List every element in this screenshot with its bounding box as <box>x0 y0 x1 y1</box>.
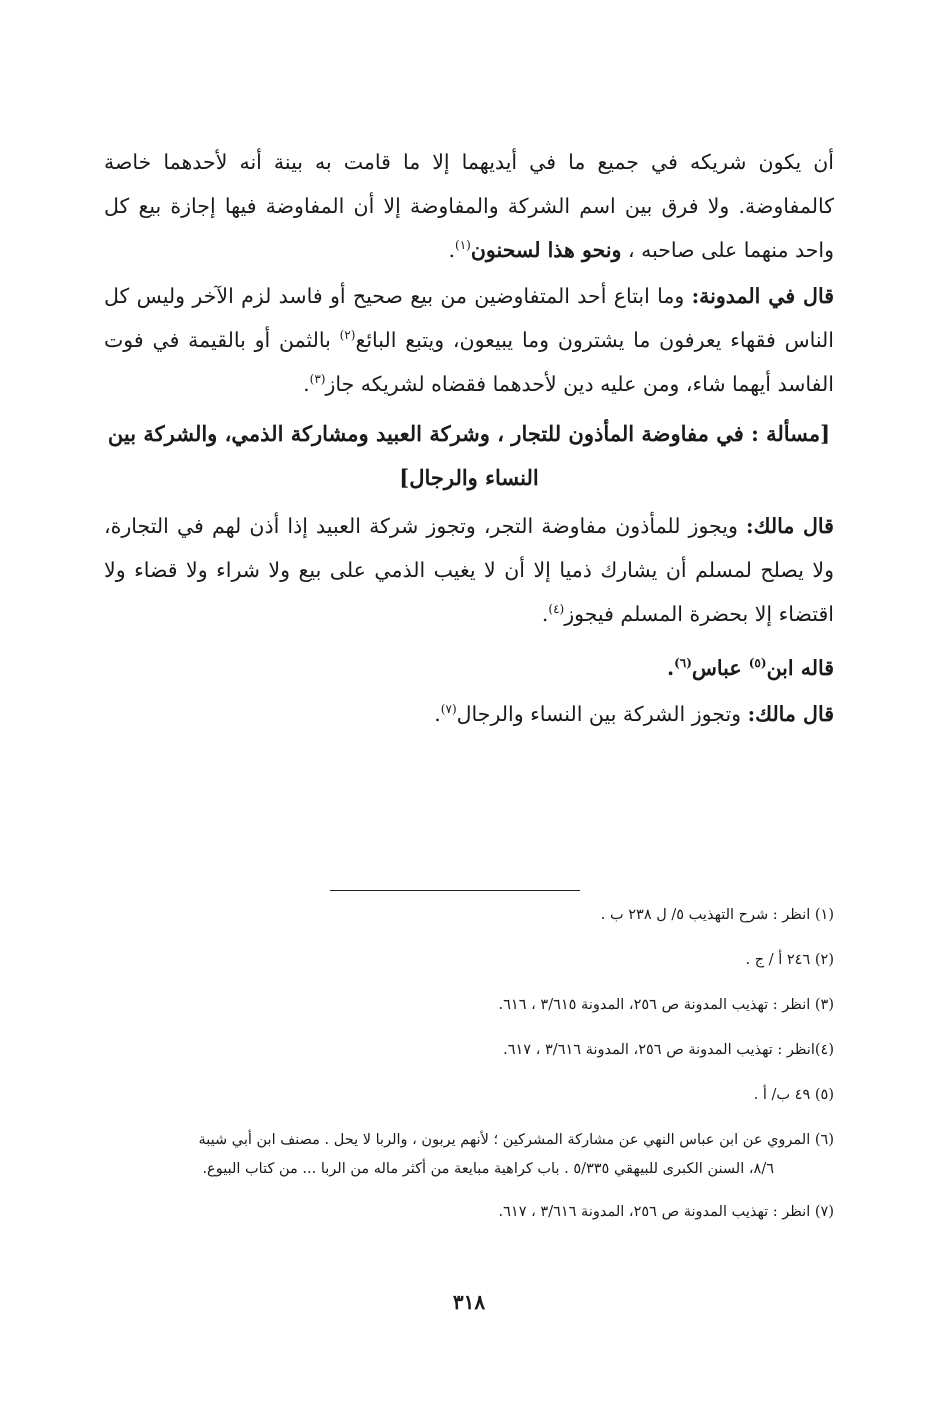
paragraph-2: قال في المدونة: وما ابتاع أحد المتفاوضين من بيع صحيح أو فاسد لزم الآخر وليس كل الناس فقهاء يعرفون ما يشترون وما يبيعون، ويتبع البائع$^{(٢)}$ بالثمن أو بالقيمة في فوت الفاسد أيهما شاء، ومن عليه دين لأحدهما فقضاه لشريكه جاز$^{(٣)}$. <box>104 284 835 396</box>
footnote-ref-3: (٣) <box>309 372 326 387</box>
footnote-7: (٧) انظر : تهذيب المدونة ص ٢٥٦، المدونة ٣/٦١٦ ، ٦١٧. <box>498 1204 834 1220</box>
paragraph-5: قال مالك: وتجوز الشركة بين النساء والرجال$^{(٧)}$. <box>434 702 834 726</box>
footnote-ref-7: (٧) <box>440 702 457 717</box>
paragraph-4-text-a: قاله ابن <box>766 656 834 680</box>
footnote-2: (٢) ٢٤٦ أ / ج . <box>745 952 834 968</box>
footnote-divider <box>330 890 580 891</box>
footnote-5: (٥) ٤٩ ب/ أ . <box>753 1087 834 1103</box>
main-text <box>104 140 834 738</box>
footnote-6-continuation: ٨/٦، السنن الكبرى للبيهقي ٥/٣٣٥ . باب كراهية مبايعة من أكثر ماله من الربا ... من كتاب البيوع. <box>202 1161 774 1177</box>
section-heading: [مسألة : في مفاوضة المأذون للتجار ، وشركة العبيد ومشاركة الذمي، والشركة بين النساء والرجال] <box>107 421 831 490</box>
paragraph-1-bold-tail: ونحو هذا لسحنون <box>470 238 622 262</box>
footnote-ref-1: (١) <box>455 238 471 253</box>
paragraph-3: قال مالك: ويجوز للمأذون مفاوضة التجر، وتجوز شركة العبيد إذا أذن لهم في التجارة، ولا يصلح لمسلم أن يشارك ذميا إلا أن لا يغيب الذمي على بيع ولا شراء ولا قضاء ولا اقتضاء إلا بحضرة المسلم فيجوز$^{(٤)}$. <box>104 514 834 626</box>
page-number: ٣١٨ <box>452 1290 486 1314</box>
paragraph-5-lead: قال مالك: <box>747 702 834 726</box>
footnote-3: (٣) انظر : تهذيب المدونة ص ٢٥٦، المدونة ٣/٦١٥ ، ٦١٦. <box>498 997 834 1013</box>
footnote-ref-2: (٢) <box>339 328 356 343</box>
footnote-1: (١) انظر : شرح التهذيب ٥/ ل ٢٣٨ ب . <box>600 907 834 923</box>
footnote-6: (٦) المروي عن ابن عباس النهي عن مشاركة المشركين ؛ لأنهم يربون ، والربا لا يحل . مصنف ابن أبي شيبة <box>198 1132 834 1148</box>
paragraph-3-lead: قال مالك: <box>746 514 834 538</box>
footnote-ref-4: (٤) <box>548 602 565 617</box>
paragraph-4-text-b: عباس <box>691 656 749 680</box>
paragraph-1: أن يكون شريكه في جميع ما في أيديهما إلا ما قامت به بينة أنه لأحدهما خاصة كالمفاوضة. ولا فرق بين اسم الشركة والمفاوضة إلا أن المفاوضة فيها إجازة بيع كل واحد منهما على صاحبه ، ونحو هذا لسحنون$^{(١)}$. <box>104 150 834 262</box>
paragraph-3-text: ويجوز للمأذون مفاوضة التجر، وتجوز شركة العبيد إذا أذن لهم في التجارة، ولا يصلح لمسلم أن يشارك ذميا إلا أن لا يغيب الذمي على بيع ولا شراء ولا قضاء ولا اقتضاء إلا بحضرة المسلم فيجوز <box>104 514 834 626</box>
paragraph-2-lead: قال في المدونة: <box>691 284 835 308</box>
paragraph-2-continuation: بالثمن أو بالقيمة في فوت الفاسد أيهما شاء، ومن عليه دين لأحدهما فقضاه لشريكه جاز <box>104 328 834 396</box>
footnotes <box>104 905 834 1247</box>
footnote-4: (٤)انظر : تهذيب المدونة ص ٢٥٦، المدونة ٣/٦١٦ ، ٦١٧. <box>503 1042 834 1058</box>
paragraph-1-text: أن يكون شريكه في جميع ما في أيديهما إلا ما قامت به بينة أنه لأحدهما خاصة كالمفاوضة. ولا فرق بين اسم الشركة والمفاوضة إلا أن المفاوضة فيها إجازة بيع كل واحد منهما على صاحبه ، <box>104 150 834 262</box>
footnote-ref-5: (٥) <box>748 656 767 671</box>
paragraph-5-text: وتجوز الشركة بين النساء والرجال <box>456 702 748 726</box>
paragraph-4: قاله ابن$^{(٥)}$ عباس$^{(٦)}$. <box>666 656 834 680</box>
footnote-ref-6: (٦) <box>674 656 692 671</box>
paragraph-2-text: وما ابتاع أحد المتفاوضين من بيع صحيح أو فاسد لزم الآخر وليس كل الناس فقهاء يعرفون ما يشترون وما يبيعون، ويتبع البائع <box>104 284 834 352</box>
